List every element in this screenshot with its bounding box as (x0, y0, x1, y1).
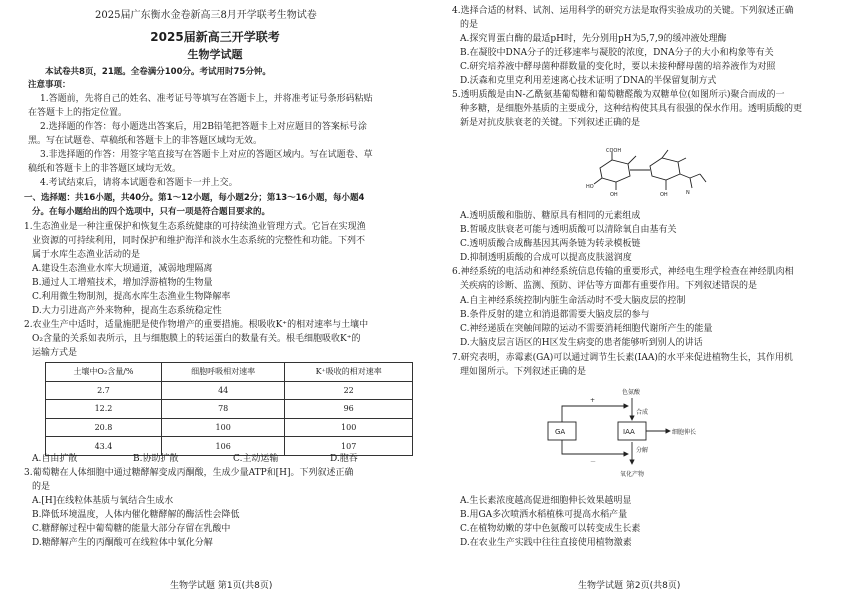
table-cell: 100 (285, 418, 413, 437)
option-b: B.协助扩散 (133, 454, 179, 464)
exam-title: 2025届新高三开学联考 (150, 30, 280, 44)
table-cell: 44 (161, 381, 284, 400)
gibberellin-auxin-diagram (542, 386, 712, 486)
option-d: D.抑制透明质酸的合成可以提高皮肤滋润度 (460, 253, 632, 263)
page-footer: 生物学试题 第1页(共8页) (170, 581, 273, 591)
question-7-line: 7.研究表明，赤霉素(GA)可以通过调节生长素(IAA)的水平来促进植物生长，其作用机 (452, 353, 793, 363)
note-line: 黑。写在试题卷、草稿纸和答题卡上的非答题区域均无效。 (28, 136, 263, 146)
decomposition-label: 分解 (636, 447, 649, 454)
table-cell: 107 (285, 437, 413, 456)
option-c: C.主动运输 (233, 454, 279, 464)
table-header: K⁺吸收的相对速率 (285, 363, 413, 382)
table-cell: 43.4 (46, 437, 162, 456)
option-d: D.胞吞 (330, 454, 358, 464)
section-heading: 一、选择题：共16小题，共40分。第1～12小题，每小题2分；第13～16小题，每小题4 (24, 193, 365, 203)
table-cell: 78 (161, 400, 284, 419)
option-a: A.建设生态渔业水库大坝通道，减弱地理隔离 (32, 264, 213, 274)
svg-text:OH: OH (660, 192, 668, 198)
option-b: B.条件反射的建立和消退都需要大脑皮层的参与 (460, 310, 650, 320)
option-b: B.降低环境温度，人体内催化糖酵解的酶活性会降低 (32, 510, 240, 520)
option-c: C.糖酵解过程中葡萄糖的能量大部分存留在乳酸中 (32, 524, 231, 534)
table-header: 土壤中O₂含量/% (46, 363, 162, 382)
note-line: 3.非选择题的作答：用签字笔直接写在答题卡上对应的答题区域内。写在试题卷、草 (40, 150, 373, 160)
option-b: B.用GA多次喷洒水稻植株可提高水稻产量 (460, 510, 628, 520)
exam-subject: 生物学试题 (187, 48, 243, 61)
option-a: A.生长素浓度越高促进细胞伸长效果越明显 (460, 496, 632, 506)
table-cell: 106 (161, 437, 284, 456)
question-1-line: 属于水库生态渔业活动的是 (32, 250, 141, 260)
question-2-line: 2.农业生产中适时，适量施肥是使作物增产的重要措施。根吸收K⁺的相对速率与土壤中 (24, 320, 369, 330)
option-b: B.在凝胶中DNA分子的迁移速率与凝胶的浓度，DNA分子的大小和构象等有关 (460, 48, 774, 58)
table-header-row (46, 363, 413, 382)
svg-text:N: N (686, 190, 690, 196)
precursor-label: 色氨酸 (622, 389, 641, 396)
svg-text:OH: OH (610, 192, 618, 198)
table-row (46, 437, 413, 456)
option-a: A.自由扩散 (32, 454, 78, 464)
svg-text:HO: HO (586, 184, 594, 190)
option-c: C.透明质酸合成酶基因其两条链为转录模板链 (460, 239, 641, 249)
note-line: 1.答题前，先将自己的姓名、准考证号等填写在答题卡上，并将准考证号条形码粘贴 (40, 94, 373, 104)
notes-heading: 注意事项： (28, 80, 71, 90)
option-a: A.探究胃蛋白酶的最适pH时，先分别用pH为5,7,9的缓冲液处理酶 (460, 34, 727, 44)
question-2-line: O₂含量的关系如表所示，且与细胞膜上的转运蛋白的数量有关。根毛细胞吸收K⁺的 (32, 334, 361, 344)
page-footer: 生物学试题 第2页(共8页) (578, 581, 681, 591)
iaa-label: IAA (623, 428, 635, 436)
question-6-line: 6.神经系统的电活动和神经系统信息传输的重要形式，神经电生理学检查在神经肌肉相 (452, 267, 794, 277)
synthesis-label: 合成 (636, 409, 649, 416)
option-d: D.大力引进高产外来物种，提高生态系统稳定性 (32, 306, 222, 316)
table-cell: 2.7 (46, 381, 162, 400)
hyaluronic-acid-structure (582, 146, 722, 198)
option-a: A.透明质酸和脂肪、糖原具有相同的元素组成 (460, 211, 641, 221)
note-line: 2.选择题的作答：每小题选出答案后，用2B铅笔把答题卡上对应题目的答案标号涂 (40, 122, 367, 132)
option-c: C.利用微生物制剂，提高水库生态渔业生物降解率 (32, 292, 231, 302)
table-header: 细胞呼吸相对速率 (161, 363, 284, 382)
option-b: B.通过人工增殖技术，增加浮游植物的生物量 (32, 278, 213, 288)
note-line: 在答题卡上的指定位置。 (28, 108, 128, 118)
svg-text:COOH: COOH (606, 148, 622, 154)
question-4-line: 的是 (460, 20, 479, 30)
table-cell: 22 (285, 381, 413, 400)
question-1-line: 业资源的可持续利用，同时保护和维护海洋和淡水生态系统的完整性和功能。下列不 (32, 236, 366, 246)
inhibit-sign: － (590, 459, 597, 466)
option-c: C.神经递质在突触间隙的运动不需要消耗细胞代谢所产生的能量 (460, 324, 713, 334)
question-2-line: 运输方式是 (32, 348, 78, 358)
note-line: 4.考试结束后，请将本试题卷和答题卡一并上交。 (40, 178, 238, 188)
table-row (46, 418, 413, 437)
option-d: D.沃森和克里克利用差速离心技术证明了DNA的半保留复制方式 (460, 76, 717, 86)
oxidation-label: 氧化产物 (620, 471, 645, 478)
table-cell: 12.2 (46, 400, 162, 419)
option-c: C.研究培养液中酵母菌种群数量的变化时，要以未接种酵母菌的培养液作为对照 (460, 62, 776, 72)
question-5-line: 新是对抗皮肤衰老的关键。下列叙述正确的是 (460, 118, 641, 128)
note-line: 稿纸和答题卡上的非答题区域均无效。 (28, 164, 182, 174)
option-d: D.糖酵解产生的丙酮酸可在线粒体中氧化分解 (32, 538, 213, 548)
page-header: 2025届广东衡水金卷新高三8月开学联考生物试卷 (95, 10, 317, 21)
table-cell: 100 (161, 418, 284, 437)
ga-label: GA (555, 428, 566, 436)
question-7-line: 理如图所示。下列叙述正确的是 (460, 367, 587, 377)
promote-sign: + (590, 397, 596, 404)
option-d: D.大脑皮层言语区的H区发生病变的患者能够听到别人的讲话 (460, 338, 703, 348)
table-row (46, 381, 413, 400)
option-d: D.在农业生产实践中往往直接使用植物激素 (460, 538, 632, 548)
option-a: A.自主神经系统控制内脏生命活动时不受大脑皮层的控制 (460, 296, 686, 306)
elongation-label: 细胞伸长 (672, 429, 697, 436)
option-c: C.在植物幼嫩的芽中色氨酸可以转变成生长素 (460, 524, 641, 534)
question-3-line: 3.葡萄糖在人体细胞中通过糖酵解变成丙酮酸，生成少量ATP和[H]。下列叙述正确 (24, 468, 354, 478)
question-5-line: 种多糖，是细胞外基质的主要成分，这种结构使其具有很强的保水作用。透明质酸的更 (460, 104, 803, 114)
oxygen-potassium-table (45, 362, 413, 456)
question-3-line: 的是 (32, 482, 51, 492)
question-4-line: 4.选择合适的材料、试剂、运用科学的研究方法是取得实验成功的关键。下列叙述正确 (452, 6, 794, 16)
exam-info: 本试卷共8页，21题。全卷满分100分。考试用时75分钟。 (45, 67, 271, 77)
table-cell: 20.8 (46, 418, 162, 437)
option-b: B.皙暖皮肤衰老可能与透明质酸可以清除氧自由基有关 (460, 225, 677, 235)
table-row (46, 400, 413, 419)
table-cell: 96 (285, 400, 413, 419)
option-a: A.[H]在线粒体基质与氧结合生成水 (32, 496, 174, 506)
question-1-line: 1.生态渔业是一种注重保护和恢复生态系统健康的可持续渔业管理方式。它旨在实现渔 (24, 222, 366, 232)
question-5-line: 5.透明质酸是由N-乙酰氨基葡萄糖和葡萄糖醛酸为双糖单位(如图所示)聚合而成的一 (452, 90, 785, 100)
exam-page-2 (432, 0, 860, 596)
question-6-line: 关疾病的诊断、监测、预防、评估等方面都有重要作用。下列叙述错误的是 (460, 281, 758, 291)
section-heading: 分。在每小题给出的四个选项中，只有一项是符合题目要求的。 (32, 207, 271, 217)
